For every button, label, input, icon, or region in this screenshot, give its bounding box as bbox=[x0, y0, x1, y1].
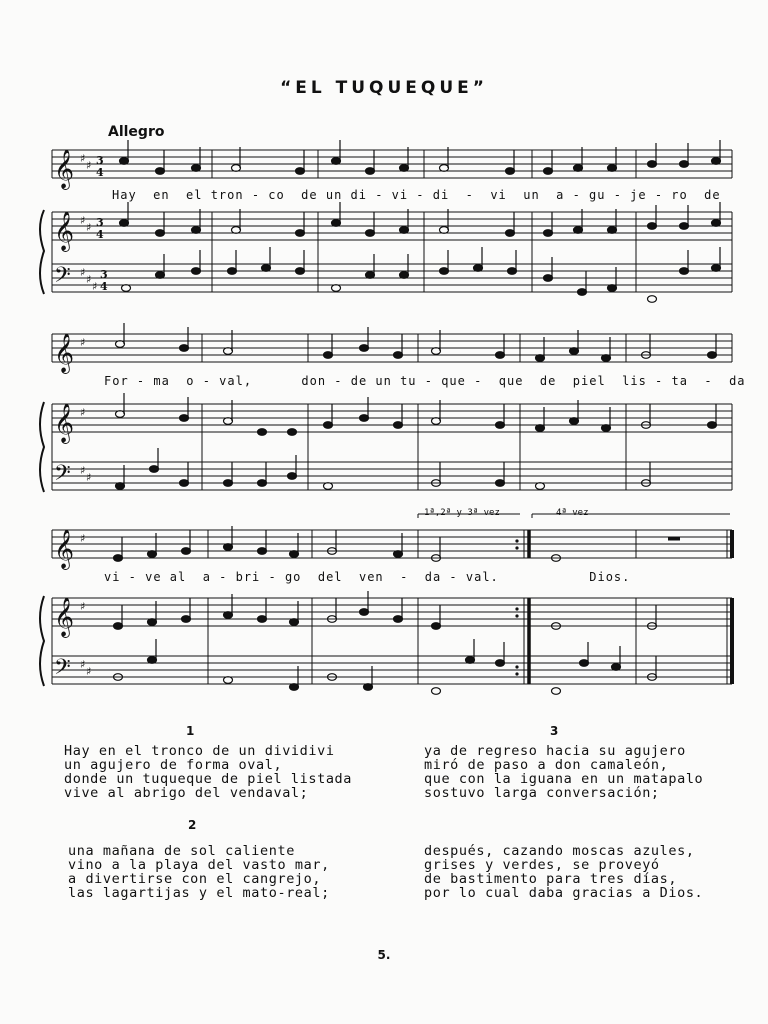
stanza-number-3: 3 bbox=[550, 724, 559, 738]
music-system-3 bbox=[0, 512, 768, 697]
svg-text:4: 4 bbox=[100, 280, 108, 293]
stanza-line: una mañana de sol caliente bbox=[68, 843, 295, 859]
stanza-line: por lo cual daba gracias a Dios. bbox=[424, 885, 704, 901]
svg-text:𝄞: 𝄞 bbox=[54, 529, 75, 569]
svg-text:♯: ♯ bbox=[80, 336, 86, 349]
stanza-line: miró de paso a don camaleón, bbox=[424, 757, 669, 773]
svg-text:4: 4 bbox=[96, 166, 104, 179]
svg-text:𝄞: 𝄞 bbox=[54, 403, 75, 443]
svg-text:♯: ♯ bbox=[80, 214, 86, 227]
svg-text:𝄞: 𝄞 bbox=[54, 149, 75, 189]
svg-text:3: 3 bbox=[96, 216, 104, 229]
stanza-1 bbox=[64, 744, 352, 800]
svg-text:♯: ♯ bbox=[86, 159, 92, 172]
svg-text:♯: ♯ bbox=[80, 266, 86, 279]
music-system-1 bbox=[0, 138, 768, 303]
stanza-line: a divertirse con el cangrejo, bbox=[68, 871, 322, 887]
second-ending-label: 4ª vez bbox=[556, 508, 589, 518]
stanza-number-2: 2 bbox=[188, 818, 197, 832]
svg-text:♯: ♯ bbox=[80, 152, 86, 165]
svg-text:♯: ♯ bbox=[80, 600, 86, 613]
svg-text:♯: ♯ bbox=[80, 658, 86, 671]
stanza-4 bbox=[424, 844, 703, 900]
svg-text:3: 3 bbox=[100, 268, 108, 281]
music-system-2 bbox=[0, 320, 768, 505]
stanza-line: donde un tuqueque de piel listada bbox=[64, 771, 353, 787]
stanza-line: un agujero de forma oval, bbox=[64, 757, 283, 773]
stanza-line: grises y verdes, se proveyó bbox=[424, 857, 660, 873]
svg-text:♯: ♯ bbox=[86, 221, 92, 234]
page-number: 5. bbox=[377, 948, 391, 962]
svg-text:𝄞: 𝄞 bbox=[54, 333, 75, 373]
tempo-marking: Allegro bbox=[108, 124, 165, 140]
svg-text:𝄢: 𝄢 bbox=[54, 263, 71, 293]
stanza-line: que con la iguana en un matapalo bbox=[424, 771, 704, 787]
stanza-line: después, cazando moscas azules, bbox=[424, 843, 695, 859]
stanza-number-1: 1 bbox=[186, 724, 195, 738]
svg-text:♯: ♯ bbox=[86, 273, 92, 286]
stanza-line: vino a la playa del vasto mar, bbox=[68, 857, 330, 873]
svg-text:♯: ♯ bbox=[86, 665, 92, 678]
lyrics-line-3: vi - ve al a - bri - go del ven - da - val. Dios. bbox=[104, 570, 631, 584]
stanza-line: sostuvo larga conversación; bbox=[424, 785, 660, 801]
svg-text:𝄢: 𝄢 bbox=[54, 461, 71, 491]
svg-text:♯: ♯ bbox=[80, 532, 86, 545]
stanza-line: de bastimento para tres días, bbox=[424, 871, 678, 887]
song-title: “EL TUQUEQUE” bbox=[280, 78, 488, 98]
svg-text:3: 3 bbox=[96, 154, 104, 167]
stanza-line: las lagartijas y el mato-real; bbox=[68, 885, 330, 901]
svg-text:♯: ♯ bbox=[80, 464, 86, 477]
svg-text:𝄢: 𝄢 bbox=[54, 655, 71, 685]
svg-text:𝄞: 𝄞 bbox=[54, 211, 75, 251]
stanza-line: ya de regreso hacia su agujero bbox=[424, 743, 686, 759]
stanza-3 bbox=[424, 744, 703, 800]
svg-text:𝄞: 𝄞 bbox=[54, 597, 75, 637]
svg-text:♯: ♯ bbox=[86, 471, 92, 484]
lyrics-line-1: Hay en el tron - co de un di - vi - di - vi un a - gu - je - ro de bbox=[112, 188, 721, 202]
svg-text:♯: ♯ bbox=[92, 280, 98, 293]
svg-text:♯: ♯ bbox=[80, 406, 86, 419]
lyrics-line-2: For - ma o - val, don - de un tu - que - que de piel lis - ta - da bbox=[104, 374, 746, 388]
first-ending-label: 1ª,2ª y 3ª vez bbox=[424, 508, 500, 518]
stanza-line: vive al abrigo del vendaval; bbox=[64, 785, 309, 801]
stanza-line: Hay en el tronco de un dividivi bbox=[64, 743, 335, 759]
svg-text:4: 4 bbox=[96, 228, 104, 241]
stanza-2 bbox=[68, 844, 330, 900]
